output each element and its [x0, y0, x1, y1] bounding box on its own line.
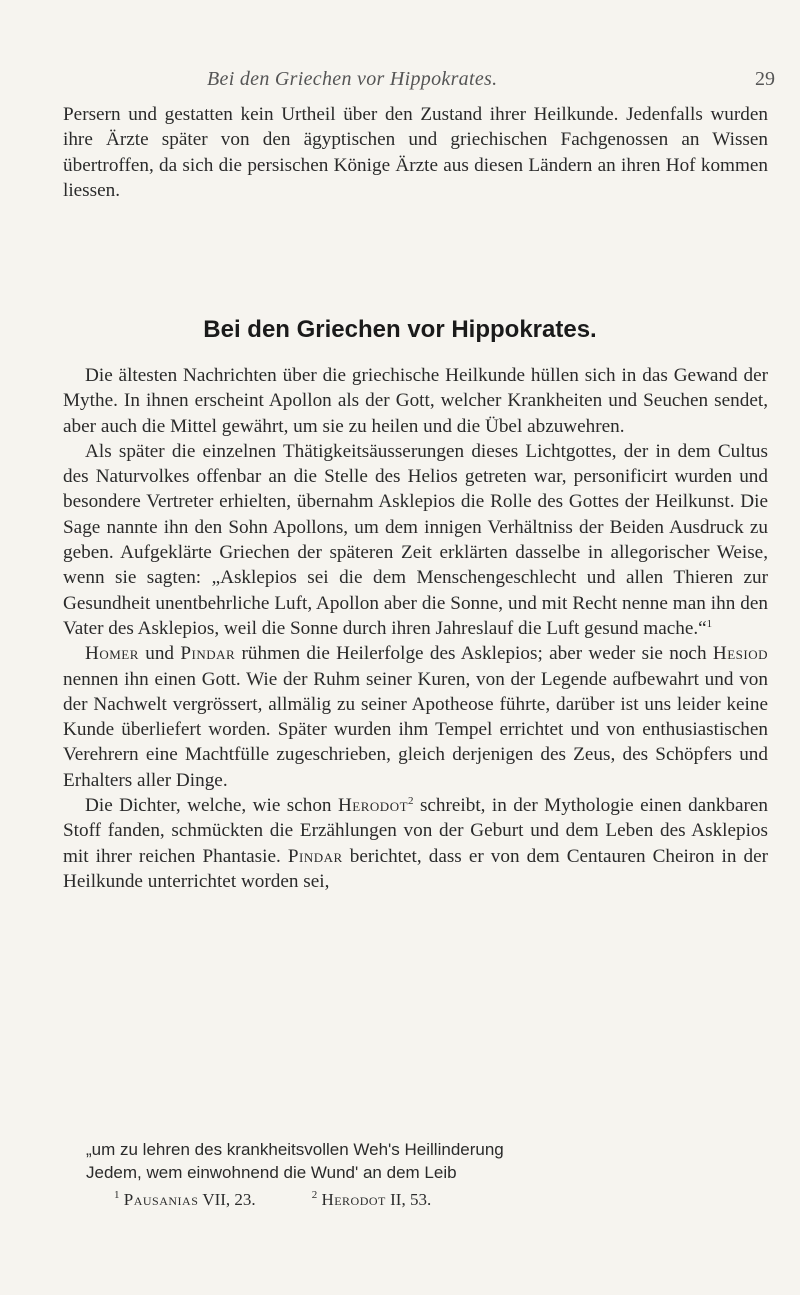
name-herodot: Herodot — [337, 795, 409, 817]
footnote-1-mark: 1 — [114, 1189, 120, 1201]
paragraph-1: Die ältesten Nachrichten über die griechische Heilkunde hüllen sich in das Gewand der Mythe. In ihnen erscheint Apollon als der Gott, welcher Krankheiten und Seuchen sendet, aber auch die Mittel gewährt, um sie zu heilen und die Übel abzuwehren. — [63, 365, 768, 437]
footnote-2-author: Herodot — [321, 1190, 386, 1209]
paragraph-2-text: Als später die einzelnen Thätigkeitsäusserungen dieses Lichtgottes, der in dem Cultus des Naturvolkes offenbar an die Stelle des Helios getreten war, personificirt wurden und besondere Vertreter erhielten, übernahm Asklepios die Rolle des Gottes der Heilkunst. Die Sage nannte ihn den Sohn Apollons, um dem innigen Verhältniss der Beiden Ausdruck zu geben. Aufgeklärte Griechen der späteren Zeit erklärten dasselbe in allegorischer Weise, wenn sie sagten: „Asklepios sei die dem Menschengeschlecht und allen Thieren zur Gesundheit unentbehrliche Luft, Apollon aber die Sonne, und mit Recht nenne man ihn den Vater des Asklepios, weil die Sonne durch ihren Jahreslauf die Luft gesund mache.“ — [63, 440, 768, 639]
paragraph-3-text-a: rühmen die Heilerfolge des Asklepios; aber weder sie noch — [235, 643, 713, 665]
opening-paragraph-block — [63, 102, 768, 203]
paragraph-2 — [63, 439, 768, 641]
opening-paragraph: Persern und gestatten kein Urtheil über den Zustand ihrer Heilkunde. Jedenfalls wurden ihre Ärzte später von den ägyptischen und griechischen Fachgenossen an Wissen übertroffen, da sich die persischen Könige Ärzte aus diesen Ländern an ihren Hof kommen liessen. — [63, 104, 768, 201]
paragraph-3-joiner: und — [138, 643, 181, 665]
footnote-1-ref: VII, 23. — [198, 1190, 256, 1209]
verse-line-1: „um zu lehren des krankheitsvollen Weh's Heillinderung — [86, 1140, 504, 1159]
body-text — [63, 363, 768, 894]
paragraph-4-text-b: schreibt, in der Mythologie einen dankbaren Stoff fanden, schmückten die Erzählungen von der Geburt und dem Leben des Asklepios mit ihrer reichen Phantasie. — [63, 795, 768, 867]
verse-line-2: Jedem, wem einwohnend die Wund' an dem Leib — [86, 1163, 457, 1182]
name-homer: Homer — [85, 643, 139, 665]
paragraph-3 — [63, 641, 768, 793]
paragraph-4-text-a: Die Dichter, welche, wie schon — [85, 795, 338, 817]
footnotes — [114, 1190, 774, 1210]
paragraph-3-text-b: nennen ihn einen Gott. Wie der Ruhm seiner Kuren, von der Legende aufbewahrt und von der Nachwelt vergrössert, allmälig zu seiner Apotheose führte, darüber ist uns leider keine Kunde überliefert worden. Später wurden ihm Tempel errichtet und von enthusiastischen Verehrern eine Machtfülle zugeschrieben, gleich derjenigen des Zeus, des Schöpfers und Erhalters aller Dinge. — [63, 668, 768, 791]
verse-quotation — [86, 1138, 766, 1184]
page-number: 29 — [755, 68, 775, 90]
footnote-2-ref: II, 53. — [385, 1190, 432, 1209]
footnote-2-mark: 2 — [311, 1189, 318, 1201]
footnote-ref-2: 2 — [408, 795, 414, 808]
footnote-1 — [114, 1190, 256, 1210]
paragraph-4-text-c: berichtet, dass er von dem Centauren Cheiron in der Heilkunde unterrichtet worden sei, — [63, 845, 768, 892]
footnote-1-author: Pausanias — [123, 1190, 199, 1209]
name-pindar-2: Pindar — [287, 845, 343, 867]
paragraph-4 — [63, 793, 768, 894]
footnote-2 — [312, 1190, 432, 1210]
section-heading: Bei den Griechen vor Hippokrates. — [203, 316, 597, 343]
running-title: Bei den Griechen vor Hippokrates. — [207, 68, 498, 90]
name-hesiod: Hesiod — [712, 643, 768, 665]
running-head — [0, 68, 800, 92]
footnote-ref-1: 1 — [706, 617, 713, 630]
name-pindar: Pindar — [180, 643, 236, 665]
